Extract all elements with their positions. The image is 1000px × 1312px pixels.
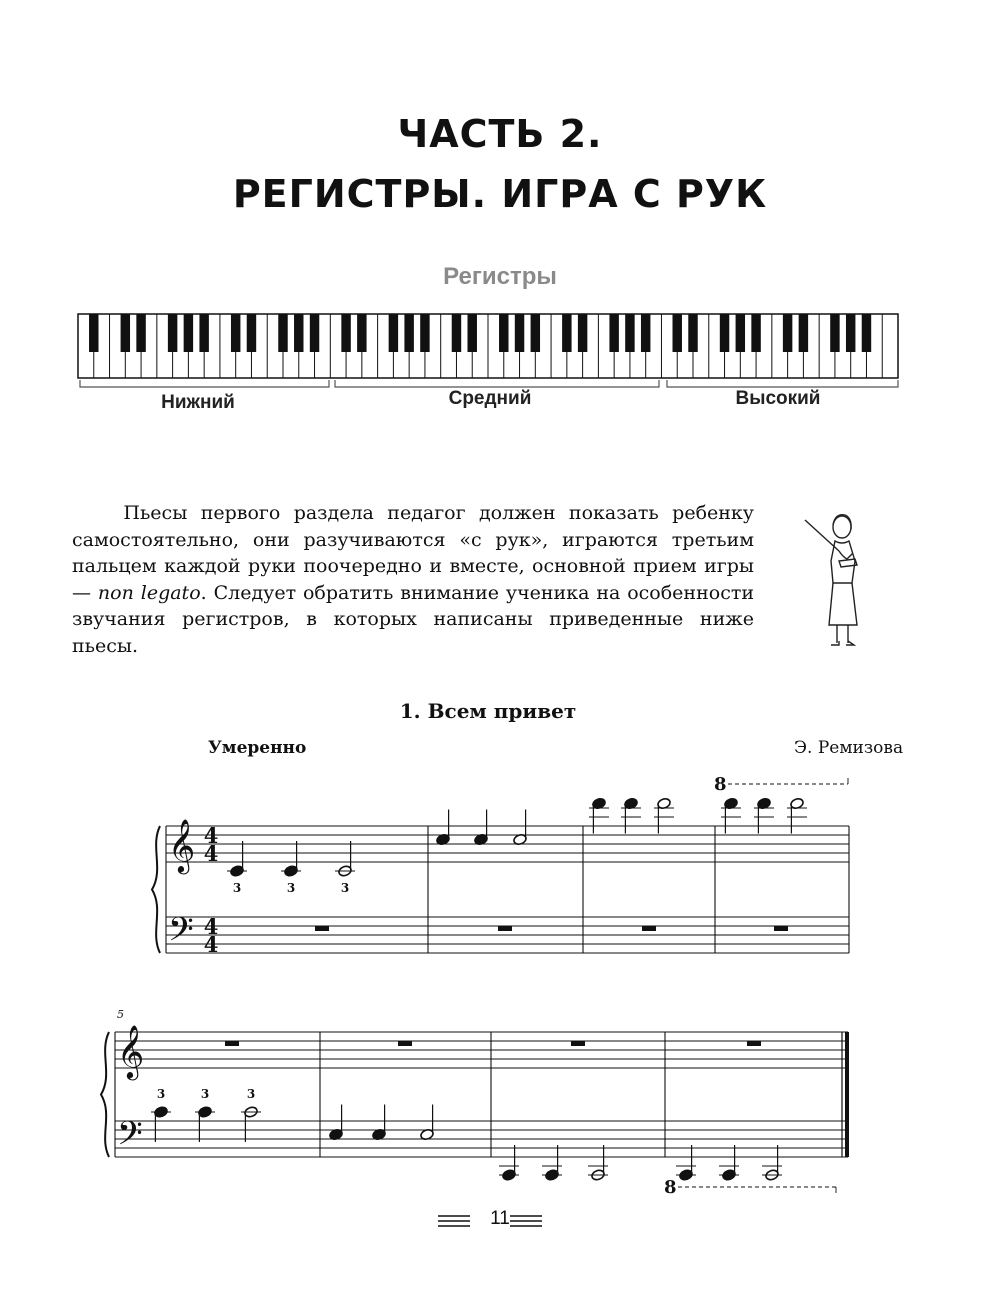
brace bbox=[152, 826, 160, 953]
time-signature-numerator: 4 bbox=[203, 823, 219, 848]
ottava-mark: 8 bbox=[714, 774, 727, 795]
whole-rest bbox=[642, 926, 656, 931]
whole-rest bbox=[774, 926, 788, 931]
finger-number: 3 bbox=[286, 881, 296, 895]
page-number-ornament bbox=[430, 1212, 570, 1232]
register-label-low: Нижний bbox=[161, 392, 235, 413]
time-signature-denominator: 4 bbox=[203, 841, 219, 866]
piece-title: 1. Всем привет bbox=[399, 699, 577, 723]
finger-number: 3 bbox=[246, 1087, 256, 1101]
treble-clef: 𝄞 bbox=[117, 1024, 145, 1078]
page-number: 11 bbox=[490, 1208, 510, 1229]
treble-clef: 𝄞 bbox=[168, 818, 196, 872]
bass-clef: 𝄢 bbox=[168, 911, 194, 957]
whole-rest bbox=[315, 926, 329, 931]
paragraph-italic: non legato bbox=[97, 581, 201, 604]
whole-rest bbox=[747, 1041, 761, 1046]
measure-number: 5 bbox=[117, 1008, 124, 1021]
finger-number: 3 bbox=[156, 1087, 166, 1101]
whole-rest bbox=[571, 1041, 585, 1046]
ottava-mark: 8 bbox=[664, 1177, 677, 1198]
registers-heading: Регистры bbox=[443, 263, 557, 290]
finger-number: 3 bbox=[232, 881, 242, 895]
final-barline bbox=[845, 1032, 849, 1157]
register-label-middle: Средний bbox=[448, 388, 532, 409]
whole-rest bbox=[498, 926, 512, 931]
paragraph-text-2: . Следует обратить внимание ученика на особенности звучания регистров, в которых написаны приведенные ниже пьесы. bbox=[72, 581, 755, 657]
time-signature-numerator: 4 bbox=[203, 914, 219, 939]
composer-name: Э. Ремизова bbox=[794, 738, 904, 758]
paragraph-text-1: Пьесы первого раздела педагог должен показать ребенку самостоятельно, они разучиваются «с рук», играются третьим пальцем каждой руки поочередно и вместе, основной прием игры — bbox=[72, 502, 754, 604]
main-title: РЕГИСТРЫ. ИГРА С РУК bbox=[232, 172, 768, 216]
whole-rest bbox=[398, 1041, 412, 1046]
finger-number: 3 bbox=[200, 1087, 210, 1101]
register-label-high: Высокий bbox=[735, 388, 821, 409]
whole-rest bbox=[225, 1041, 239, 1046]
bass-clef: 𝄢 bbox=[117, 1115, 143, 1161]
finger-number: 3 bbox=[340, 881, 350, 895]
tempo-marking: Умеренно bbox=[208, 738, 307, 758]
part-title: ЧАСТЬ 2. bbox=[397, 112, 603, 156]
brace bbox=[101, 1032, 109, 1157]
time-signature-denominator: 4 bbox=[203, 932, 219, 957]
